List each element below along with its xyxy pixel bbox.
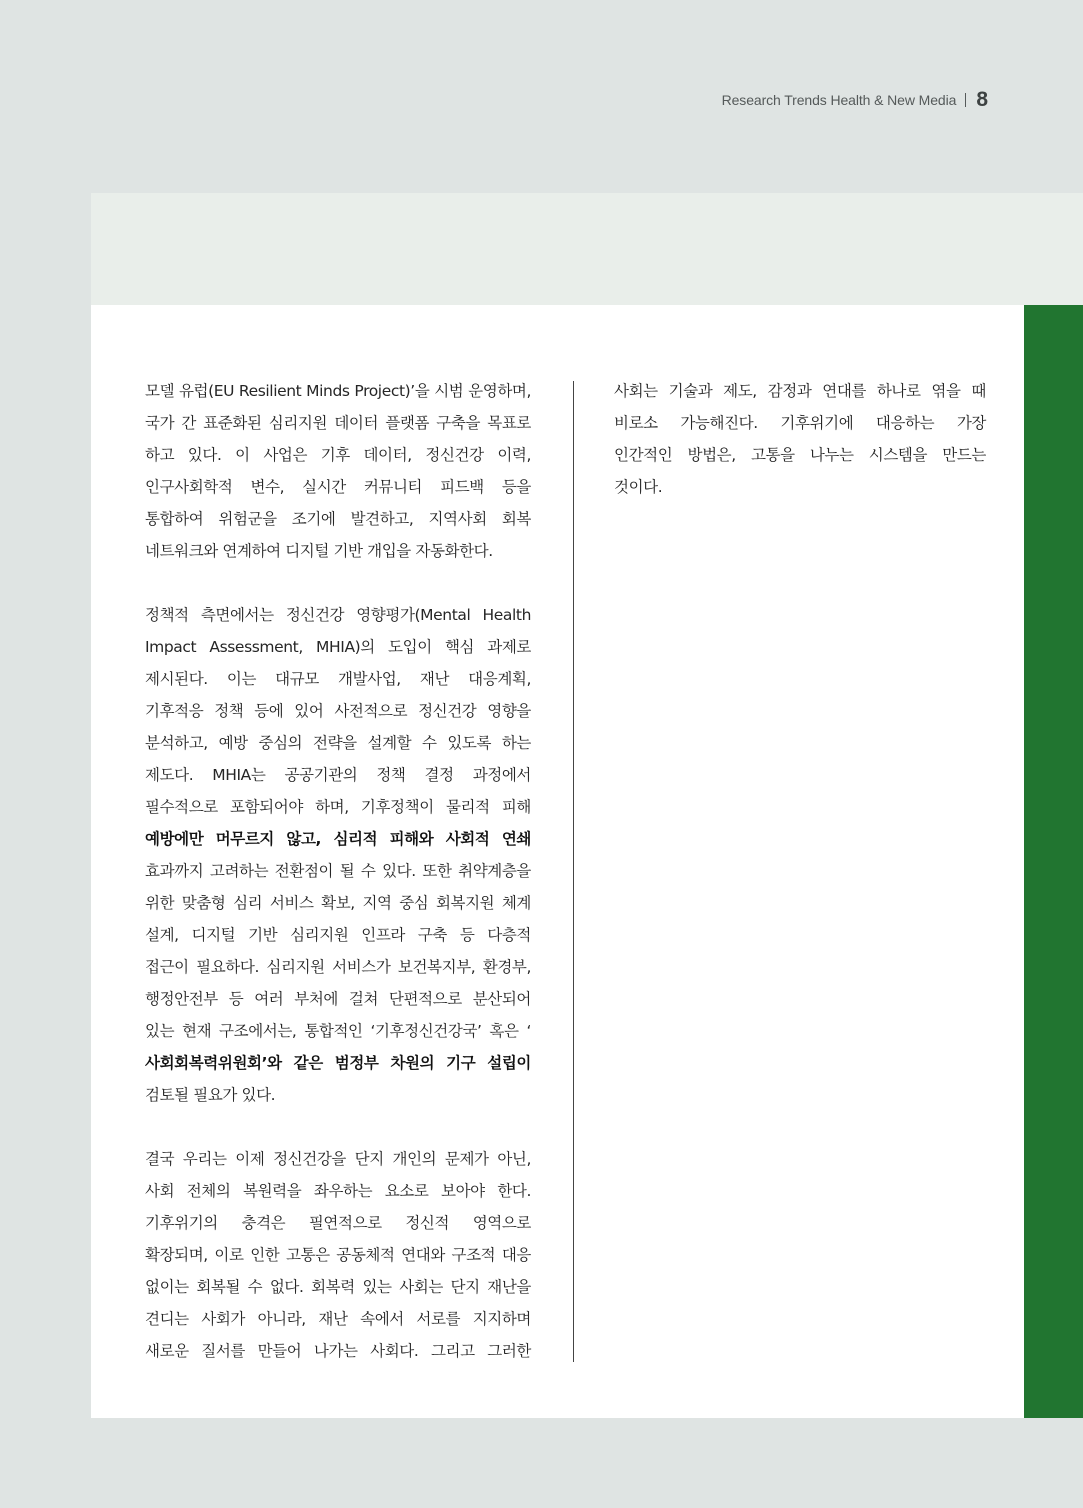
paragraph-gap [145, 567, 531, 599]
text-line: 필수적으로 포함되어야 하며, 기후정책이 물리적 피해 [145, 798, 531, 816]
text-line: 검토될 필요가 있다. [145, 1086, 276, 1104]
page-number: 8 [976, 88, 988, 111]
text-line: 없이는 회복될 수 없다. 회복력 있는 사회는 단지 재난을 [145, 1278, 531, 1296]
text-line: 사회 전체의 복원력을 좌우하는 요소로 보아야 한다. [145, 1182, 531, 1200]
text-line: 사회는 기술과 제도, 감정과 연대를 하나로 엮을 때 [614, 382, 986, 400]
left-column [145, 375, 531, 1367]
publication-title: Research Trends Health & New Media [721, 92, 957, 108]
right-column [614, 375, 986, 503]
text-line: 있는 현재 구조에서는, 통합적인 ‘기후정신건강국’ 혹은 ‘ [145, 1022, 531, 1040]
text-line: 기후위기의 충격은 필연적으로 정신적 영역으로 [145, 1214, 531, 1232]
text-line: 결국 우리는 이제 정신건강을 단지 개인의 문제가 아닌, [145, 1150, 531, 1168]
accent-bar [1024, 305, 1083, 1418]
text-line: 설계, 디지털 기반 심리지원 인프라 구축 등 다층적 [145, 926, 531, 944]
text-line: 효과까지 고려하는 전환점이 될 수 있다. 또한 취약계층을 [145, 862, 531, 880]
text-line: 견디는 사회가 아니라, 재난 속에서 서로를 지지하며 [145, 1310, 531, 1328]
text-line: 인구사회학적 변수, 실시간 커뮤니티 피드백 등을 [145, 478, 531, 496]
column-divider [573, 381, 574, 1362]
text-line: Impact Assessment, MHIA)의 도입이 핵심 과제로 [145, 638, 531, 656]
text-line: 것이다. [614, 478, 663, 496]
text-line: 네트워크와 연계하여 디지털 기반 개입을 자동화한다. [145, 542, 493, 560]
text-line: 모델 유럽(EU Resilient Minds Project)’을 시범 운영하며, [145, 382, 531, 400]
text-line: 정책적 측면에서는 정신건강 영향평가(Mental Health [145, 606, 531, 624]
text-line: 제도다. MHIA는 공공기관의 정책 결정 과정에서 [145, 766, 531, 784]
text-line: 접근이 필요하다. 심리지원 서비스가 보건복지부, 환경부, [145, 958, 531, 976]
text-line: 인간적인 방법은, 고통을 나누는 시스템을 만드는 [614, 446, 986, 464]
top-band [91, 193, 1083, 305]
paragraph-1 [145, 375, 531, 567]
text-line: 하고 있다. 이 사업은 기후 데이터, 정신건강 이력, [145, 446, 531, 464]
text-line: 기후적응 정책 등에 있어 사전적으로 정신건강 영향을 [145, 702, 531, 720]
text-line: 비로소 가능해진다. 기후위기에 대응하는 가장 [614, 414, 986, 432]
paragraph-gap [145, 1111, 531, 1143]
text-line: 분석하고, 예방 중심의 전략을 설계할 수 있도록 하는 [145, 734, 531, 752]
text-line: 통합하여 위험군을 조기에 발견하고, 지역사회 회복 [145, 510, 531, 528]
paragraph-3 [145, 1143, 531, 1367]
text-line: 새로운 질서를 만들어 나가는 사회다. 그리고 그러한 [145, 1342, 531, 1360]
text-line: 확장되며, 이로 인한 고통은 공동체적 연대와 구조적 대응 [145, 1246, 531, 1264]
text-line: 국가 간 표준화된 심리지원 데이터 플랫폼 구축을 목표로 [145, 414, 531, 432]
text-line-bold: 사회회복력위원회’와 같은 범정부 차원의 기구 설립이 [145, 1054, 531, 1072]
text-line-bold: 예방에만 머무르지 않고, 심리적 피해와 사회적 연쇄 [145, 830, 531, 848]
text-line: 행정안전부 등 여러 부처에 걸쳐 단편적으로 분산되어 [145, 990, 531, 1008]
paragraph-continued [614, 375, 986, 503]
text-line: 위한 맞춤형 심리 서비스 확보, 지역 중심 회복지원 체계 [145, 894, 531, 912]
header-separator [965, 93, 966, 107]
paragraph-2 [145, 599, 531, 1111]
running-header [722, 88, 988, 112]
text-line: 제시된다. 이는 대규모 개발사업, 재난 대응계획, [145, 670, 531, 688]
